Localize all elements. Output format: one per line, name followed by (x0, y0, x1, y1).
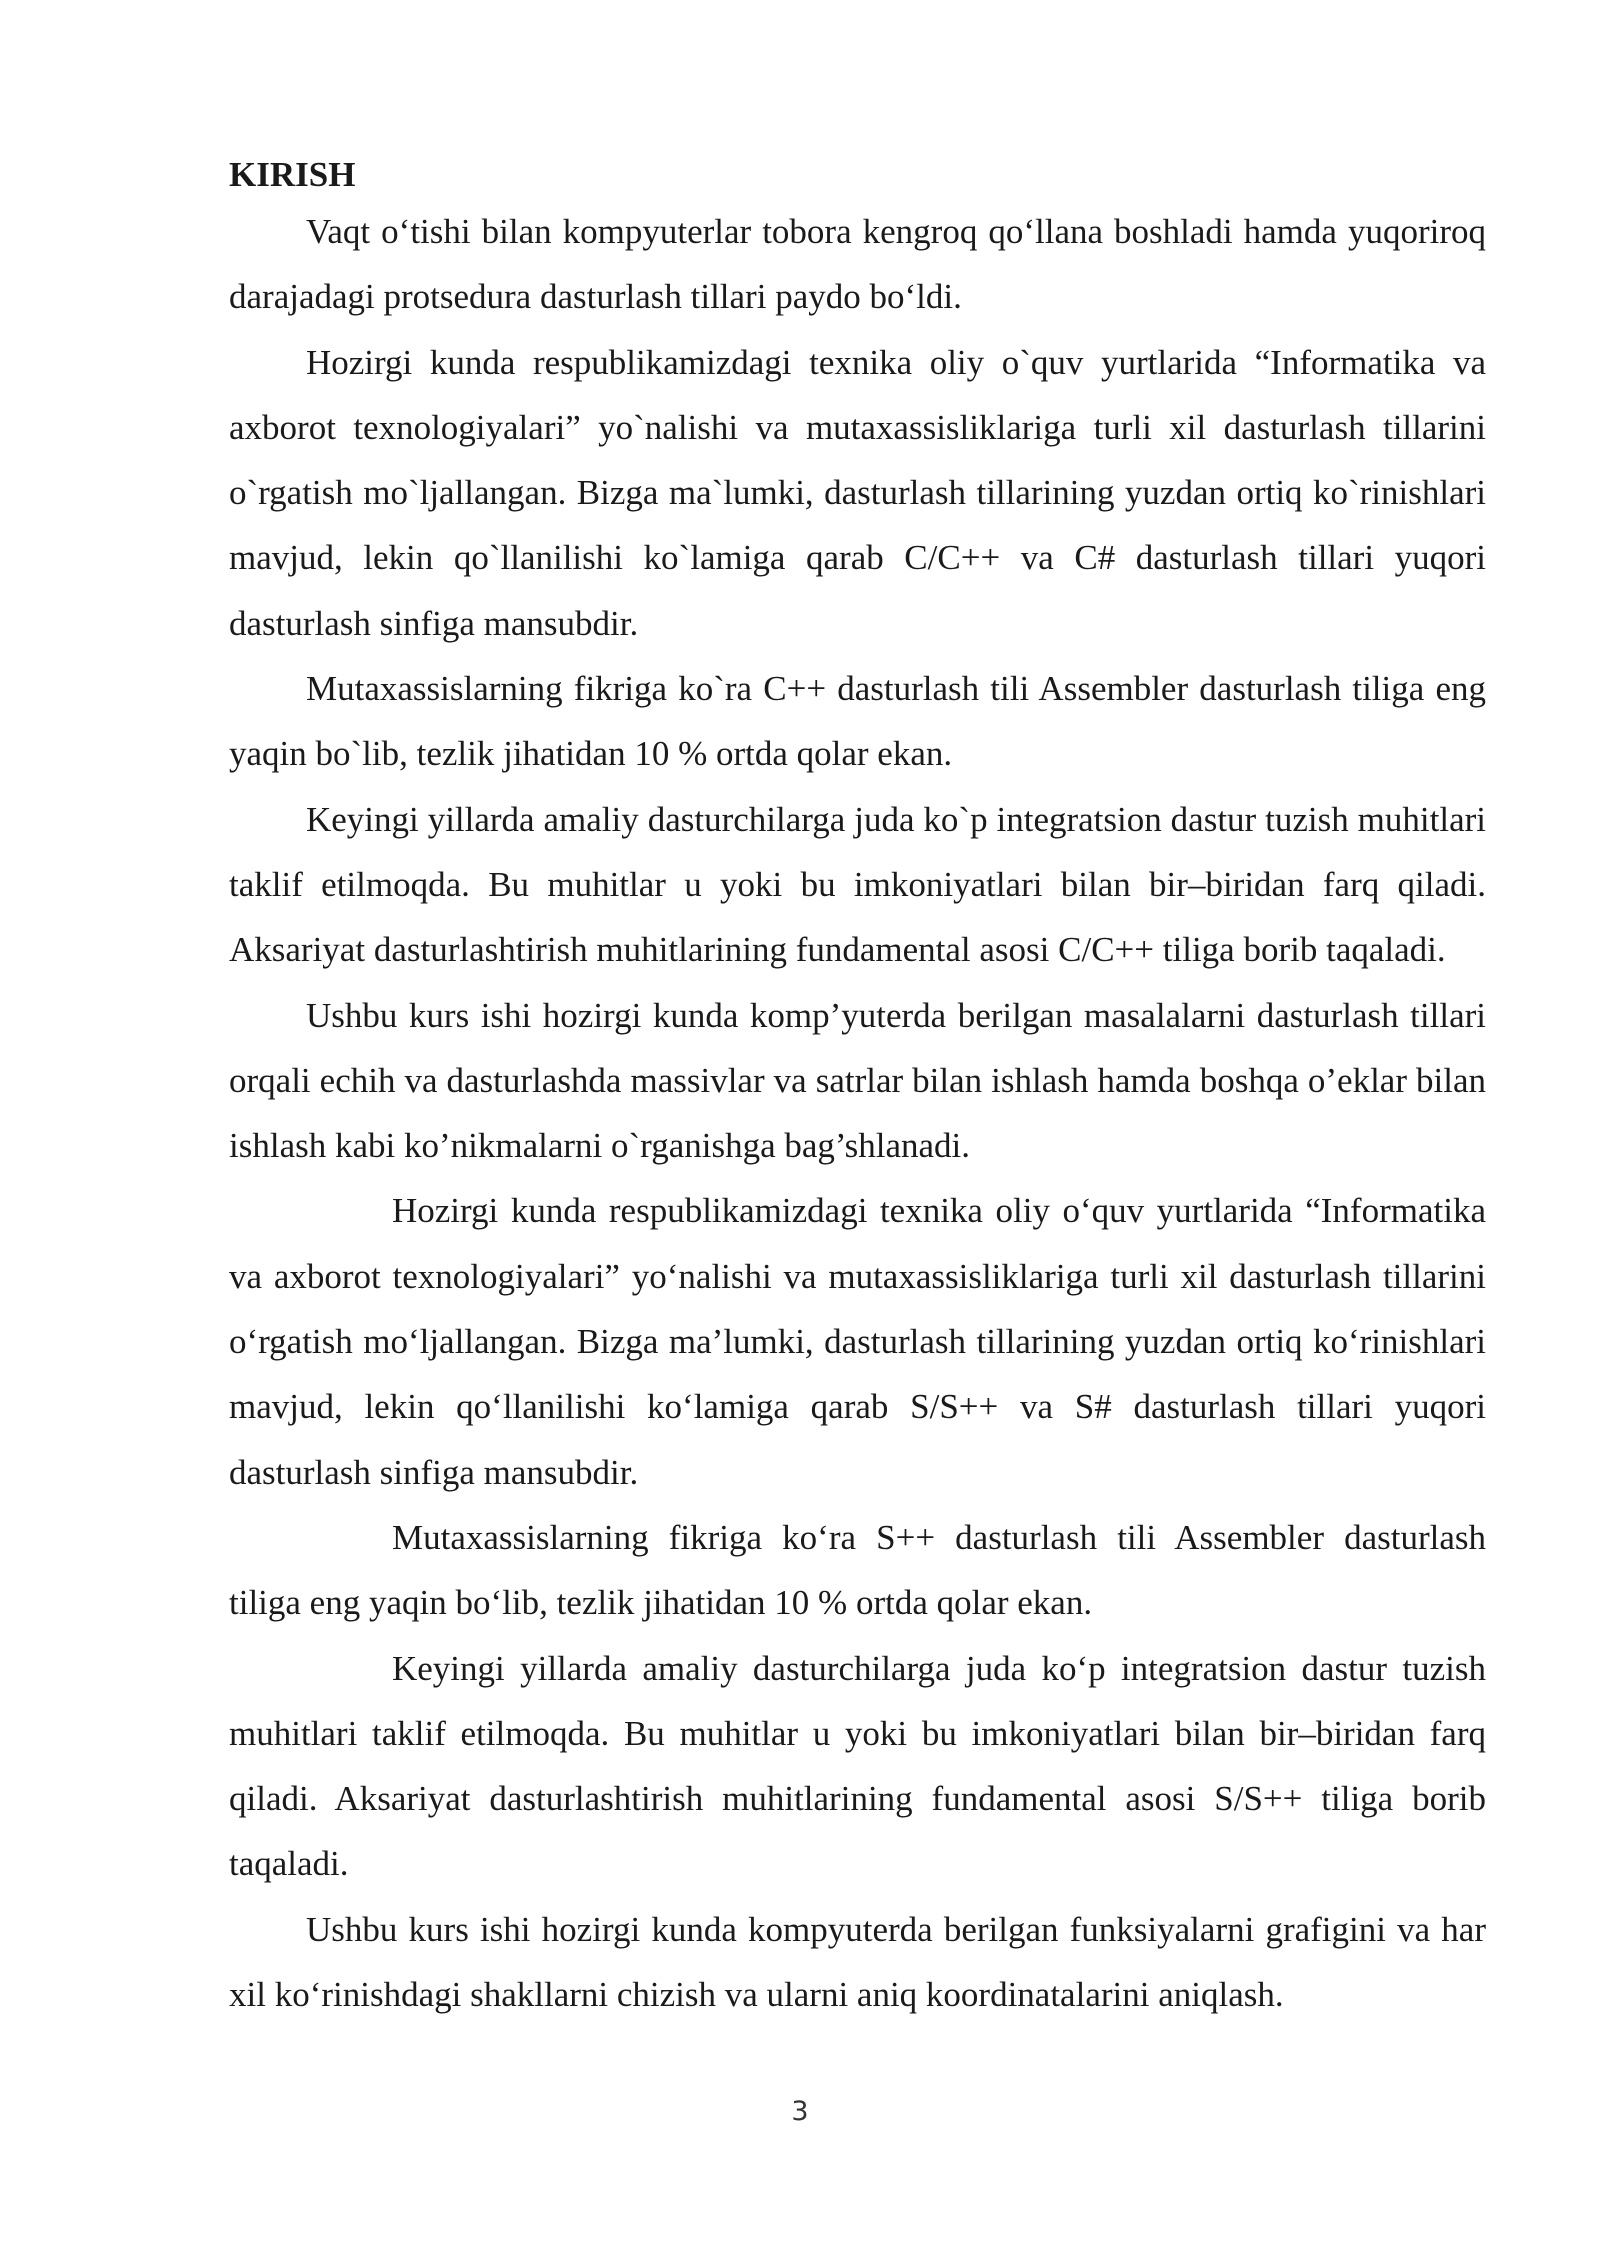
paragraph-3: Mutaxassislarning fikriga ko`ra C++ dasturlash tili Assembler dasturlash tiliga eng yaqin bo`lib, tezlik jihatidan 10 % ortda qolar ekan. (229, 669, 1486, 774)
paragraph-4: Keyingi yillarda amaliy dasturchilarga juda ko`p integratsion dastur tuzish muhitlari taklif etilmoqda. Bu muhitlar u yoki bu imkoniyatlari bilan bir–biridan farq qiladi. Aksariyat dasturlashtirish muhitlarining fundamental asosi C/C++ tiliga borib taqaladi. (229, 799, 1486, 970)
page-body (229, 150, 1486, 2027)
paragraph-2: Hozirgi kunda respublikamizdagi texnika oliy o`quv yurtlarida “Informatika va axborot texnologiyalari” yo`nalishi va mutaxassisliklariga turli xil dasturlash tillarini o`rgatish mo`ljallangan. Bizga ma`lumki, dasturlash tillarining yuzdan ortiq ko`rinishlari mavjud, lekin qo`llanilishi ko`lamiga qarab C/C++ va C# dasturlash tillari yuqori dasturlash sinfiga mansubdir. (229, 342, 1486, 643)
section-heading: KIRISH (229, 155, 356, 194)
paragraph-9: Ushbu kurs ishi hozirgi kunda kompyuterda berilgan funksiyalarni grafigini va har xil ko‘rinishdagi shakllarni chizish va ularni aniq koordinatalarini aniqlash. (229, 1909, 1486, 2015)
paragraph-1: Vaqt o‘tishi bilan kompyuterlar tobora kengroq qo‘llana boshladi hamda yuqoriroq darajadagi protsedura dasturlash tillari paydo bo‘ldi. (229, 212, 1486, 317)
paragraph-7: Mutaxassislarning fikriga ko‘ra S++ dasturlash tili Assembler dasturlash tiliga eng yaqin bo‘lib, tezlik jihatidan 10 % ortda qolar ekan. (229, 1517, 1486, 1623)
paragraph-8: Keyingi yillarda amaliy dasturchilarga juda ko‘p integratsion dastur tuzish muhitlari taklif etilmoqda. Bu muhitlar u yoki bu imkoniyatlari bilan bir–biridan farq qiladi. Aksariyat dasturlashtirish muhitlarining fundamental asosi S/S++ tiliga borib taqaladi. (229, 1648, 1486, 1884)
paragraph-6: Hozirgi kunda respublikamizdagi texnika oliy o‘quv yurtlarida “Informatika va axborot texnologiyalari” yo‘nalishi va mutaxassisliklariga turli xil dasturlash tillarini o‘rgatish mo‘ljallangan. Bizga ma’lumki, dasturlash tillarining yuzdan ortiq ko‘rinishlari mavjud, lekin qo‘llanilishi ko‘lamiga qarab S/S++ va S# dasturlash tillari yuqori dasturlash sinfiga mansubdir. (229, 1191, 1486, 1492)
paragraph-5: Ushbu kurs ishi hozirgi kunda komp’yuterda berilgan masalalarni dasturlash tillari orqali echih va dasturlashda massivlar va satrlar bilan ishlash hamda boshqa o’eklar bilan ishlash kabi ko’nikmalarni o`rganishga bag’shlanadi. (229, 995, 1486, 1166)
page-number: 3 (791, 2096, 809, 2127)
